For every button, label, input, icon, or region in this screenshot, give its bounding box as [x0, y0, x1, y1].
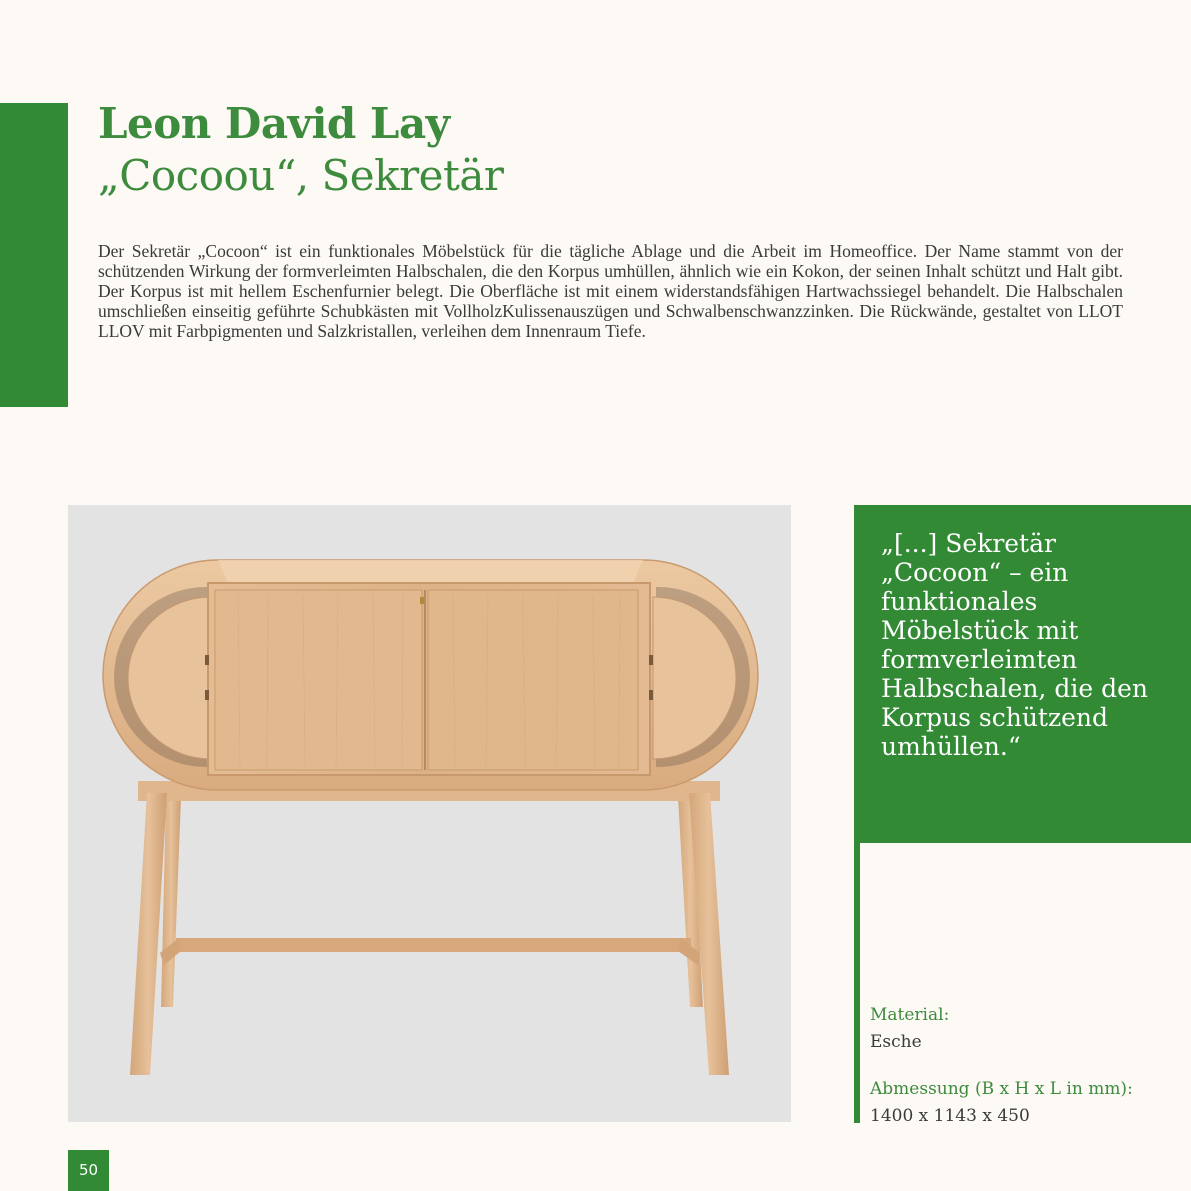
left-door [215, 590, 422, 770]
left-accent-bar [0, 103, 68, 407]
work-title: „Cocoou“, Sekretär [98, 151, 504, 200]
right-door [428, 590, 638, 770]
author-name: Leon David Lay [98, 99, 450, 148]
material-value: Esche [870, 1032, 922, 1052]
lower-stretcher [176, 938, 691, 952]
dimensions-value: 1400 x 1143 x 450 [870, 1106, 1030, 1126]
vertical-divider [854, 843, 860, 1123]
quote-box [854, 505, 1191, 843]
pull-quote: „[...] Sekretär „Cocoon“ – ein funktionales Möbelstück mit formverleimten Halbschalen, die den Korpus schützend umhüllen.“ [881, 529, 1148, 761]
description-text: Der Sekretär „Cocoon“ ist ein funktionales Möbelstück für die tägliche Ablage und die Arbeit im Homeoffice. Der Name stammt von der schützenden Wirkung der formverleimten Halbschalen, die den Korpus umhüllen, ähnlich wie ein Kokon, der seinen Inhalt schützt und Halt gibt. Der Korpus ist mit hellem Eschenfurnier belegt. Die Oberfläche ist mit einem widerstandsfähigen Hartwachssiegel behandelt. Die Halbschalen umschließen einseitig geführte Schubkästen mit VollholzKulissenauszügen und Schwalbenschwanzzinken. Die Rückwände, gestaltet von LLOT LLOV mit Farbpigmenten und Salzkristallen, verleihen dem Innenraum Tiefe. [98, 241, 1123, 341]
front-left-leg [130, 793, 167, 1075]
material-label: Material: [870, 1005, 950, 1025]
product-photo [68, 505, 791, 1122]
dimensions-label: Abmessung (B x H x L in mm): [870, 1079, 1133, 1099]
page-number: 50 [68, 1150, 109, 1191]
door-lock [420, 597, 424, 604]
